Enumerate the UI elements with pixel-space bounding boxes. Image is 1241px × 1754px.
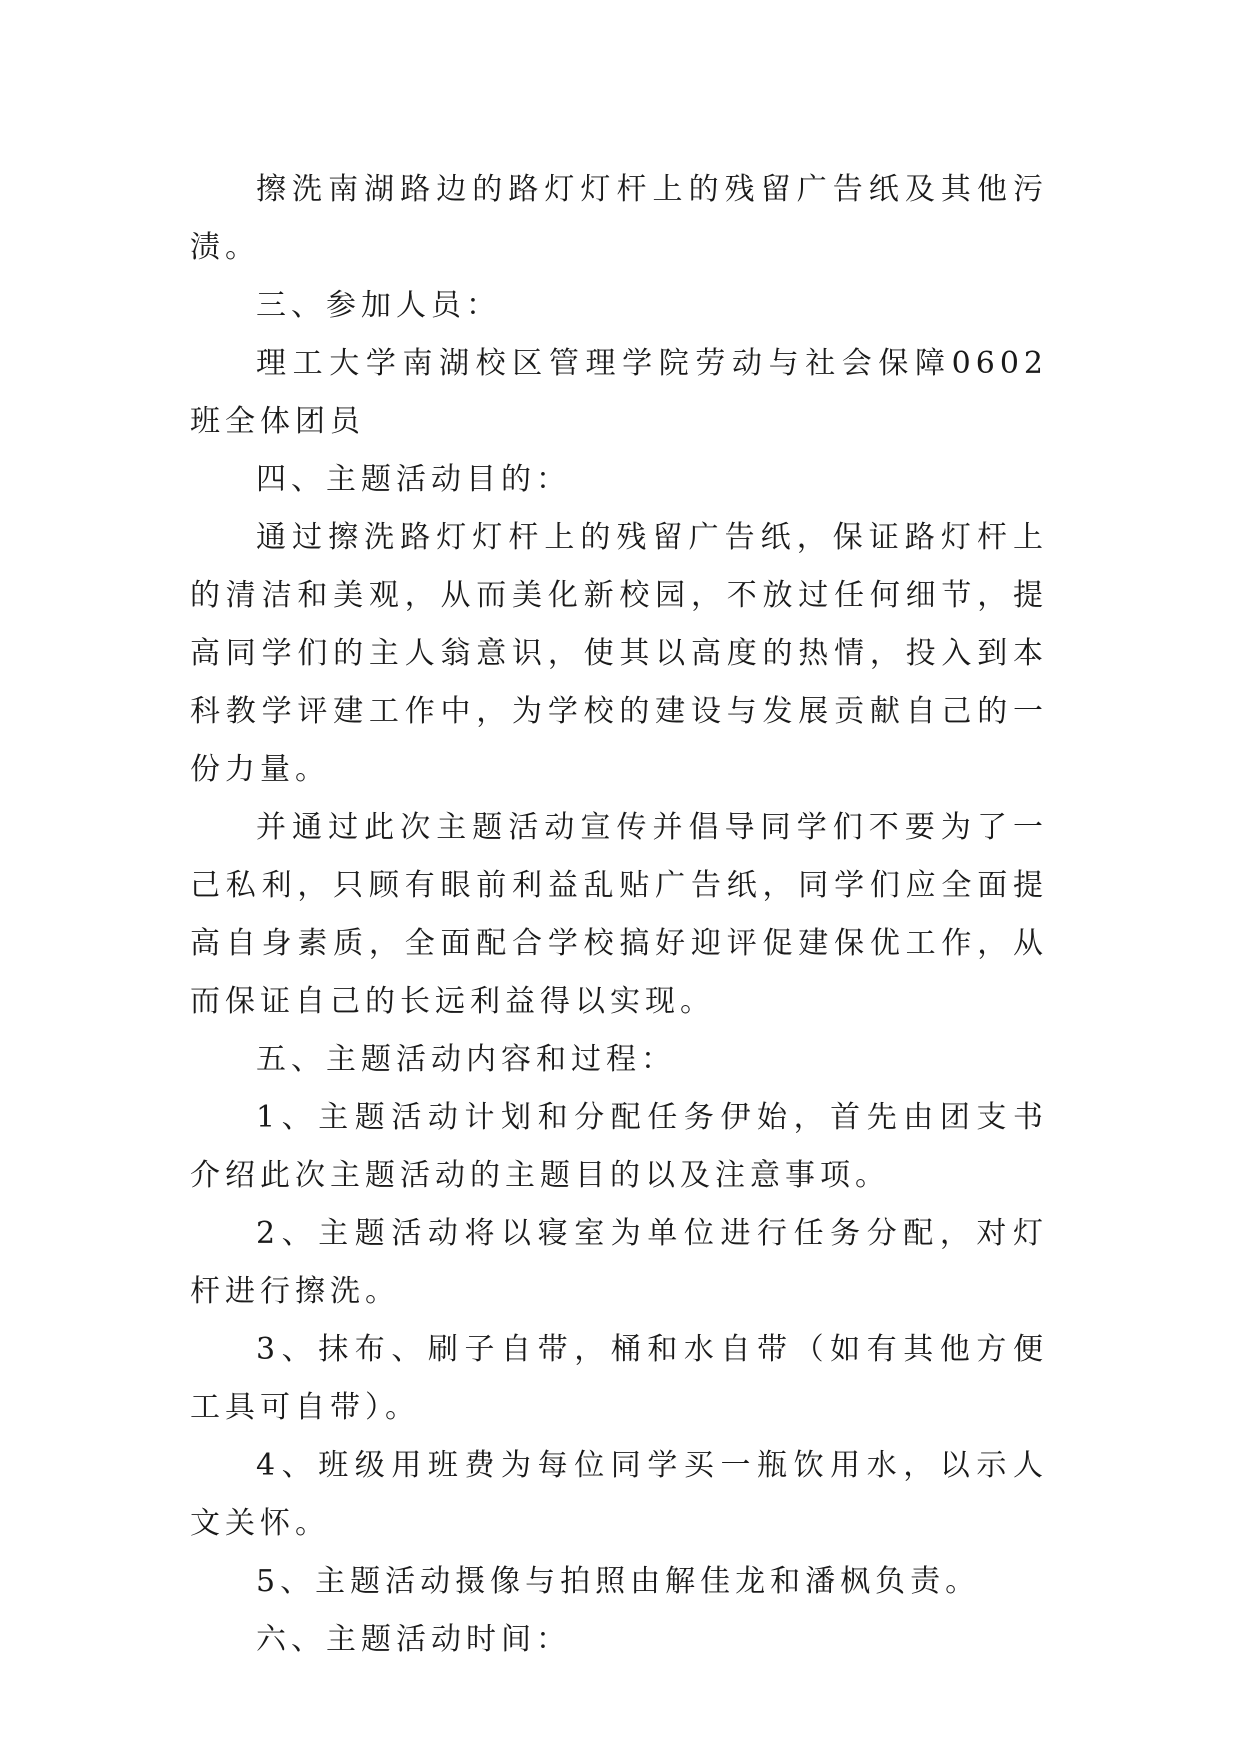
heading-participants: 三、参加人员： [256,288,501,323]
list-item-2: 2、主题活动将以寝室为单位进行任务分配，对灯杆进行擦洗。 [190,1216,1048,1309]
paragraph-purpose-2: 并通过此次主题活动宣传并倡导同学们不要为了一己私利，只顾有眼前利益乱贴广告纸，同学们应全面提高自身素质，全面配合学校搞好迎评促建保优工作，从而保证自己的长远利益得以实现。 [190,810,1048,1019]
list-item-3: 3、抹布、刷子自带，桶和水自带（如有其他方便工具可自带）。 [190,1332,1048,1425]
heading-time: 六、主题活动时间： [256,1622,571,1657]
paragraph-task: 擦洗南湖路边的路灯灯杆上的残留广告纸及其他污渍。 [190,172,1048,265]
document-body [190,161,1048,1669]
heading-purpose: 四、主题活动目的： [256,462,571,497]
paragraph-purpose-1: 通过擦洗路灯灯杆上的残留广告纸，保证路灯杆上的清洁和美观，从而美化新校园，不放过任何细节，提高同学们的主人翁意识，使其以高度的热情，投入到本科教学评建工作中，为学校的建设与发展贡献自己的一份力量。 [190,520,1048,787]
heading-content: 五、主题活动内容和过程： [256,1042,676,1077]
list-item-1: 1、主题活动计划和分配任务伊始，首先由团支书介绍此次主题活动的主题目的以及注意事项。 [190,1100,1048,1193]
list-item-4: 4、班级用班费为每位同学买一瓶饮用水，以示人文关怀。 [190,1448,1048,1541]
paragraph-participants: 理工大学南湖校区管理学院劳动与社会保障0602班全体团员 [190,346,1048,439]
list-item-5: 5、主题活动摄像与拍照由解佳龙和潘枫负责。 [256,1564,981,1599]
